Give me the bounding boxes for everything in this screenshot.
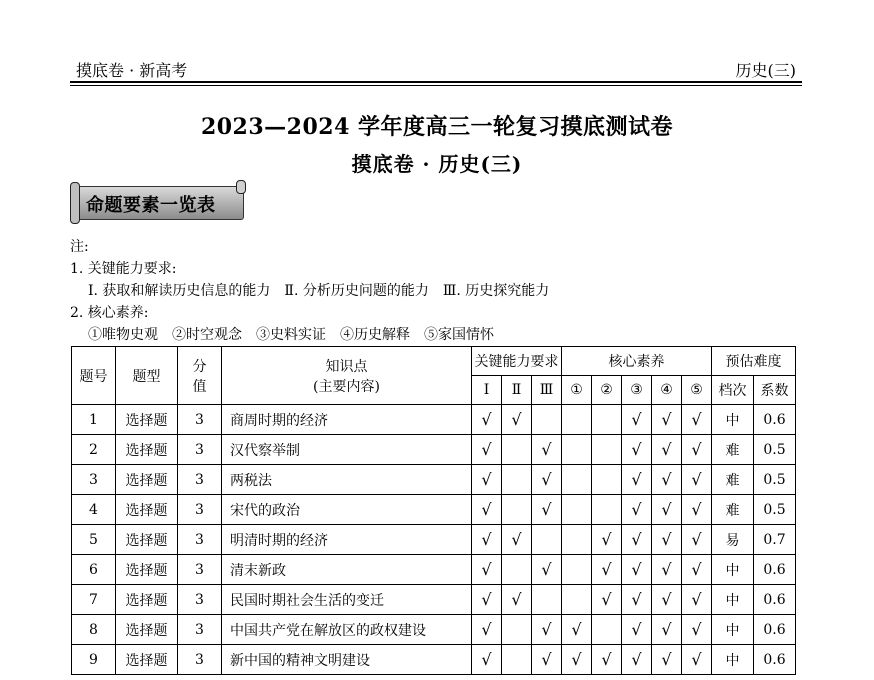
cell-num: 7 (72, 585, 116, 615)
elements-table (71, 346, 796, 675)
table-row (72, 435, 796, 465)
cell-type: 选择题 (116, 465, 178, 495)
cell-score: 3 (178, 645, 222, 675)
col-level: 档次 (712, 376, 754, 405)
table-row (72, 555, 796, 585)
cell-core-4: √ (652, 495, 682, 525)
cell-coef: 0.7 (754, 525, 796, 555)
notes-label: 注: (70, 239, 89, 255)
cell-score: 3 (178, 465, 222, 495)
cell-level: 中 (712, 585, 754, 615)
cell-core-2: √ (592, 585, 622, 615)
cell-level: 中 (712, 615, 754, 645)
cell-core-4: √ (652, 465, 682, 495)
cell-ability-3 (532, 585, 562, 615)
cell-ability-2: √ (502, 525, 532, 555)
cell-topic: 中国共产党在解放区的政权建设 (222, 615, 472, 645)
cell-ability-3: √ (532, 615, 562, 645)
cell-ability-2: √ (502, 585, 532, 615)
cell-coef: 0.5 (754, 465, 796, 495)
cell-coef: 0.5 (754, 435, 796, 465)
cell-coef: 0.6 (754, 585, 796, 615)
notes (70, 236, 549, 346)
col-ability-2: Ⅱ (502, 376, 532, 405)
difficulty-group-header: 预估难度 (712, 347, 796, 376)
cell-level: 难 (712, 465, 754, 495)
cell-core-3: √ (622, 555, 652, 585)
cell-core-4: √ (652, 615, 682, 645)
scroll-curl-icon (236, 180, 246, 194)
cell-coef: 0.5 (754, 495, 796, 525)
cell-ability-1: √ (472, 465, 502, 495)
cell-core-2 (592, 465, 622, 495)
cell-ability-1: √ (472, 585, 502, 615)
page-title: 2023—2024 学年度高三一轮复习摸底测试卷 (200, 114, 674, 140)
notes-ability-heading: 1. 关键能力要求: (70, 261, 177, 277)
banner-text: 命题要素一览表 (86, 195, 216, 216)
cell-ability-3 (532, 405, 562, 435)
cell-core-4: √ (652, 645, 682, 675)
section-banner (74, 180, 246, 222)
cell-coef: 0.6 (754, 645, 796, 675)
cell-core-5: √ (682, 555, 712, 585)
cell-num: 1 (72, 405, 116, 435)
cell-core-2: √ (592, 645, 622, 675)
cell-num: 2 (72, 435, 116, 465)
cell-ability-3: √ (532, 645, 562, 675)
cell-core-1 (562, 465, 592, 495)
cell-core-3: √ (622, 525, 652, 555)
cell-ability-3: √ (532, 495, 562, 525)
cell-ability-3: √ (532, 465, 562, 495)
cell-topic: 明清时期的经济 (222, 525, 472, 555)
cell-core-3: √ (622, 465, 652, 495)
cell-type: 选择题 (116, 645, 178, 675)
cell-core-3: √ (622, 645, 652, 675)
cell-level: 难 (712, 435, 754, 465)
cell-core-1 (562, 585, 592, 615)
col-ability-3: Ⅲ (532, 376, 562, 405)
col-topic-header (222, 347, 472, 405)
cell-core-2: √ (592, 525, 622, 555)
cell-ability-3: √ (532, 435, 562, 465)
col-topic-header-a: 知识点 (325, 358, 368, 375)
cell-core-5: √ (682, 645, 712, 675)
cell-core-4: √ (652, 525, 682, 555)
cell-coef: 0.6 (754, 555, 796, 585)
cell-core-1 (562, 525, 592, 555)
cell-type: 选择题 (116, 405, 178, 435)
cell-ability-2 (502, 645, 532, 675)
cell-ability-3 (532, 525, 562, 555)
table-row (72, 645, 796, 675)
ability-group-header: 关键能力要求 (472, 347, 562, 376)
cell-core-3: √ (622, 435, 652, 465)
page-subtitle: 摸底卷 · 历史(三) (351, 152, 523, 176)
cell-topic: 新中国的精神文明建设 (222, 645, 472, 675)
cell-ability-1: √ (472, 495, 502, 525)
notes-core-list: ①唯物史观 ②时空观念 ③史料实证 ④历史解释 ⑤家国情怀 (88, 327, 494, 343)
cell-core-5: √ (682, 465, 712, 495)
cell-topic: 清末新政 (222, 555, 472, 585)
cell-core-3: √ (622, 585, 652, 615)
table-row (72, 585, 796, 615)
table-row (72, 615, 796, 645)
cell-core-1 (562, 405, 592, 435)
cell-core-1: √ (562, 615, 592, 645)
table-row (72, 465, 796, 495)
cell-type: 选择题 (116, 435, 178, 465)
table-row (72, 495, 796, 525)
cell-ability-2 (502, 615, 532, 645)
cell-type: 选择题 (116, 615, 178, 645)
col-type-header: 题型 (116, 347, 178, 405)
col-topic-header-b: (主要内容) (313, 378, 380, 395)
col-coef: 系数 (754, 376, 796, 405)
cell-core-4: √ (652, 435, 682, 465)
cell-ability-3: √ (532, 555, 562, 585)
cell-topic: 两税法 (222, 465, 472, 495)
cell-core-5: √ (682, 615, 712, 645)
cell-core-1: √ (562, 645, 592, 675)
cell-core-1 (562, 435, 592, 465)
header-right: 历史(三) (735, 61, 796, 80)
col-num-header: 题号 (72, 347, 116, 405)
notes-ability-list: Ⅰ. 获取和解读历史信息的能力 Ⅱ. 分析历史问题的能力 Ⅲ. 历史探究能力 (88, 283, 550, 299)
col-score-header-b: 值 (192, 378, 207, 395)
cell-core-2 (592, 615, 622, 645)
cell-level: 易 (712, 525, 754, 555)
cell-ability-1: √ (472, 615, 502, 645)
cell-ability-1: √ (472, 525, 502, 555)
cell-num: 6 (72, 555, 116, 585)
cell-ability-2 (502, 435, 532, 465)
cell-core-5: √ (682, 405, 712, 435)
cell-ability-1: √ (472, 645, 502, 675)
cell-coef: 0.6 (754, 405, 796, 435)
cell-core-5: √ (682, 585, 712, 615)
cell-level: 中 (712, 555, 754, 585)
cell-level: 难 (712, 495, 754, 525)
table-row (72, 405, 796, 435)
cell-core-2 (592, 405, 622, 435)
cell-type: 选择题 (116, 495, 178, 525)
col-core-3: ③ (622, 376, 652, 405)
cell-core-5: √ (682, 435, 712, 465)
cell-ability-2 (502, 465, 532, 495)
col-core-1: ① (562, 376, 592, 405)
cell-core-3: √ (622, 405, 652, 435)
col-score-header (178, 347, 222, 405)
cell-core-4: √ (652, 405, 682, 435)
cell-score: 3 (178, 435, 222, 465)
cell-score: 3 (178, 585, 222, 615)
cell-score: 3 (178, 525, 222, 555)
col-ability-1: Ⅰ (472, 376, 502, 405)
cell-ability-2 (502, 555, 532, 585)
cell-core-2 (592, 435, 622, 465)
cell-core-1 (562, 495, 592, 525)
core-group-header: 核心素养 (562, 347, 712, 376)
cell-ability-1: √ (472, 435, 502, 465)
cell-core-2 (592, 495, 622, 525)
cell-core-3: √ (622, 495, 652, 525)
col-score-header-a: 分 (192, 358, 207, 375)
cell-topic: 商周时期的经济 (222, 405, 472, 435)
cell-topic: 宋代的政治 (222, 495, 472, 525)
cell-ability-1: √ (472, 405, 502, 435)
header-rule (70, 81, 802, 83)
cell-level: 中 (712, 645, 754, 675)
header-rule-thin (70, 85, 802, 86)
table-header-row (72, 347, 796, 376)
cell-num: 8 (72, 615, 116, 645)
cell-score: 3 (178, 405, 222, 435)
cell-type: 选择题 (116, 555, 178, 585)
col-core-5: ⑤ (682, 376, 712, 405)
cell-topic: 民国时期社会生活的变迁 (222, 585, 472, 615)
cell-core-3: √ (622, 615, 652, 645)
table-row (72, 525, 796, 555)
cell-ability-2 (502, 495, 532, 525)
col-core-2: ② (592, 376, 622, 405)
cell-num: 4 (72, 495, 116, 525)
cell-num: 5 (72, 525, 116, 555)
cell-type: 选择题 (116, 585, 178, 615)
cell-core-4: √ (652, 585, 682, 615)
cell-ability-2: √ (502, 405, 532, 435)
cell-ability-1: √ (472, 555, 502, 585)
cell-score: 3 (178, 615, 222, 645)
cell-core-4: √ (652, 555, 682, 585)
cell-topic: 汉代察举制 (222, 435, 472, 465)
col-core-4: ④ (652, 376, 682, 405)
header-left: 摸底卷 · 新高考 (76, 61, 188, 80)
cell-num: 9 (72, 645, 116, 675)
notes-core-heading: 2. 核心素养: (70, 305, 149, 321)
cell-type: 选择题 (116, 525, 178, 555)
cell-score: 3 (178, 495, 222, 525)
page-header (70, 56, 802, 82)
cell-core-1 (562, 555, 592, 585)
cell-core-2: √ (592, 555, 622, 585)
cell-level: 中 (712, 405, 754, 435)
scroll-roll-icon (70, 182, 80, 224)
cell-coef: 0.6 (754, 615, 796, 645)
cell-core-5: √ (682, 495, 712, 525)
cell-score: 3 (178, 555, 222, 585)
cell-num: 3 (72, 465, 116, 495)
cell-core-5: √ (682, 525, 712, 555)
